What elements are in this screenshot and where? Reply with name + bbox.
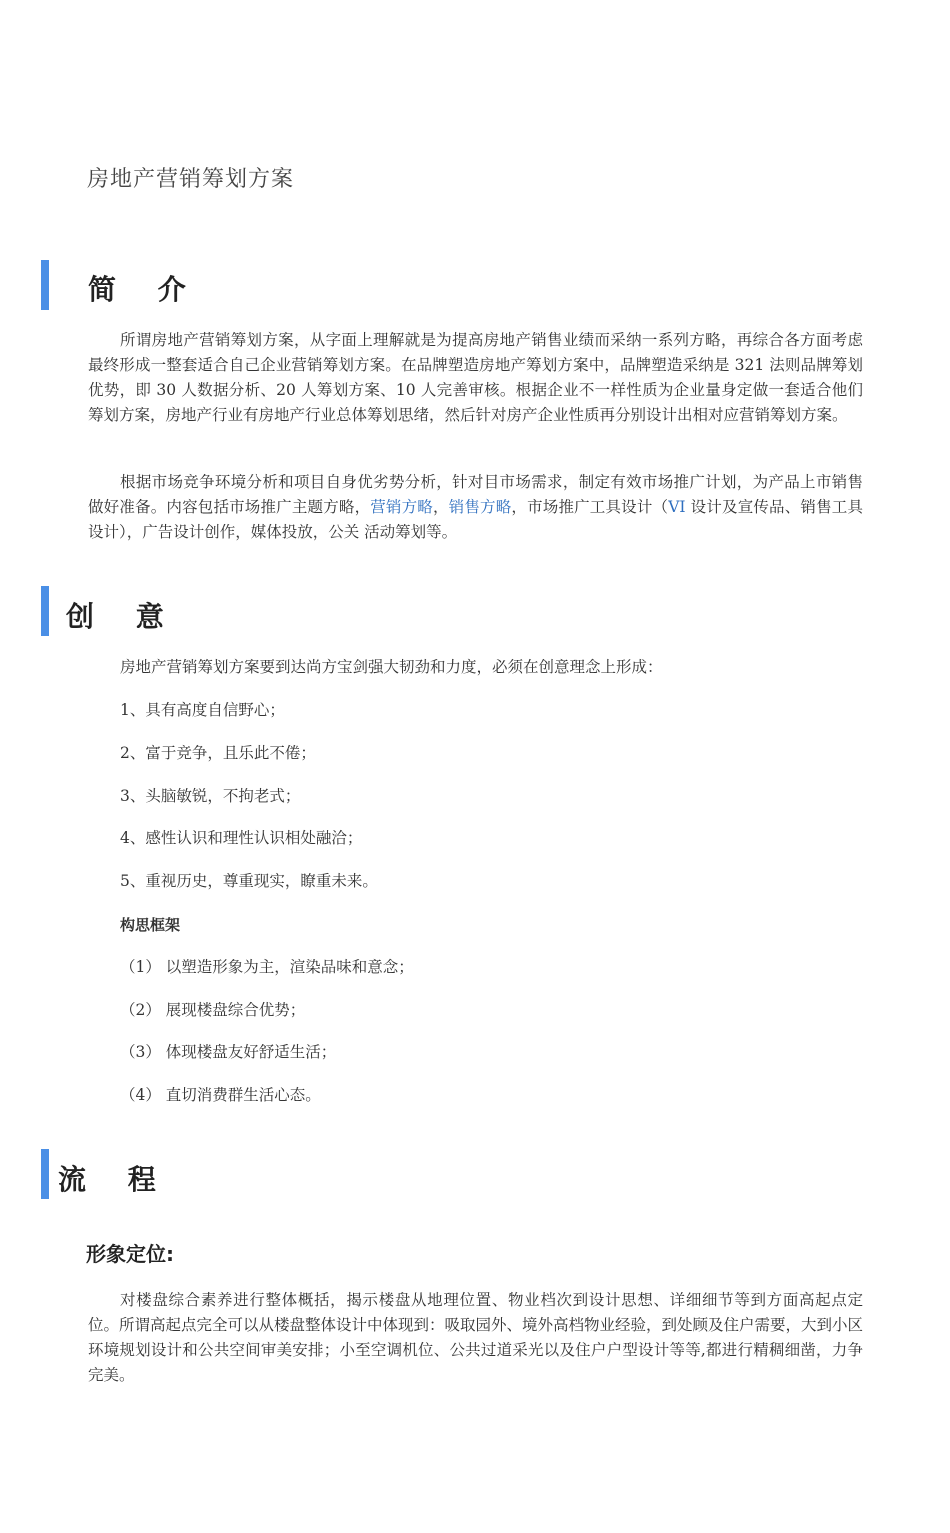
process-paragraph-1: 对楼盘综合素养进行整体概括，揭示楼盘从地理位置、物业档次到设计思想、详细细节等到方面高起点定位。所谓高起点完全可以从楼盘整体设计中体现到：吸取园外、境外高档物业经验，到处顾及住户需要，大到小区环境规划设计和公共空间审美安排；小至空调机位、公共过道采光以及住户户型设计等等,都进行精稠细凿，力争完美。: [88, 1291, 864, 1384]
framework-item: （4） 直切消费群生活心态。: [120, 1086, 321, 1104]
sales-strategy-link[interactable]: 销售方略: [448, 498, 512, 516]
intro-p2-text-b: ，市场推广工具设计（: [511, 498, 669, 516]
section-heading-process: 流 程: [58, 1163, 172, 1196]
subheading-image-positioning: 形象定位:: [86, 1242, 174, 1266]
list-item: 1、具有高度自信野心；: [120, 701, 285, 719]
framework-title: 构思框架: [120, 916, 181, 934]
list-item: 3、头脑敏锐，不拘老式；: [120, 787, 301, 805]
intro-p2-text-a: 根据市场竞争环境分析和项目自身优劣势分析，针对目市场需求，制定有效市场推广计划，为产品上市销售做好准备。内容包括市场推广主题方略，: [88, 473, 863, 516]
list-item: 4、感性认识和理性认识相处融洽；: [120, 829, 363, 847]
section-accent-bar: [41, 1149, 49, 1199]
section-heading-intro: 简 介: [88, 273, 202, 306]
document-title: 房地产营销筹划方案: [87, 167, 295, 192]
framework-item: （1） 以塑造形象为主，渲染品味和意念；: [120, 958, 414, 976]
list-item: 2、富于竞争，且乐此不倦；: [120, 744, 316, 762]
intro-paragraph-2: [88, 470, 863, 545]
list-item: 5、重视历史，尊重现实，瞭重未来。: [120, 872, 378, 890]
marketing-strategy-link[interactable]: 营销方略: [370, 498, 433, 516]
section-accent-bar: [41, 260, 49, 310]
intro-p2-text-c: 设计及宣传品、销售工具设计），广告设计创作，媒体投放，公关 活动筹划等。: [88, 498, 863, 541]
creative-lead: 房地产营销筹划方案要到达尚方宝剑强大韧劲和力度，必须在创意理念上形成：: [120, 658, 663, 676]
section-accent-bar: [41, 586, 49, 636]
framework-item: （3） 体现楼盘友好舒适生活；: [120, 1043, 337, 1061]
framework-item: （2） 展现楼盘综合优势；: [120, 1001, 306, 1019]
intro-paragraph-1: 所谓房地产营销筹划方案，从字面上理解就是为提高房地产销售业绩而采纳一系列方略，再综合各方面考虑最终形成一整套适合自己企业营销筹划方案。在品牌塑造房地产筹划方案中，品牌塑造采纳是 321 法则品牌筹划优势，即 30 人数据分析、20 人筹划方案、10 人完善审核。根据企业不一样性质为企业量身定做一套适合他们筹划方案，房地产行业有房地产行业总体筹划思绪，然后针对房产企业性质再分别设计出相对应营销筹划方案。: [88, 331, 863, 424]
vi-link[interactable]: VI: [668, 498, 686, 516]
section-heading-creative: 创 意: [66, 600, 180, 633]
intro-p2-sep: ，: [432, 498, 449, 516]
